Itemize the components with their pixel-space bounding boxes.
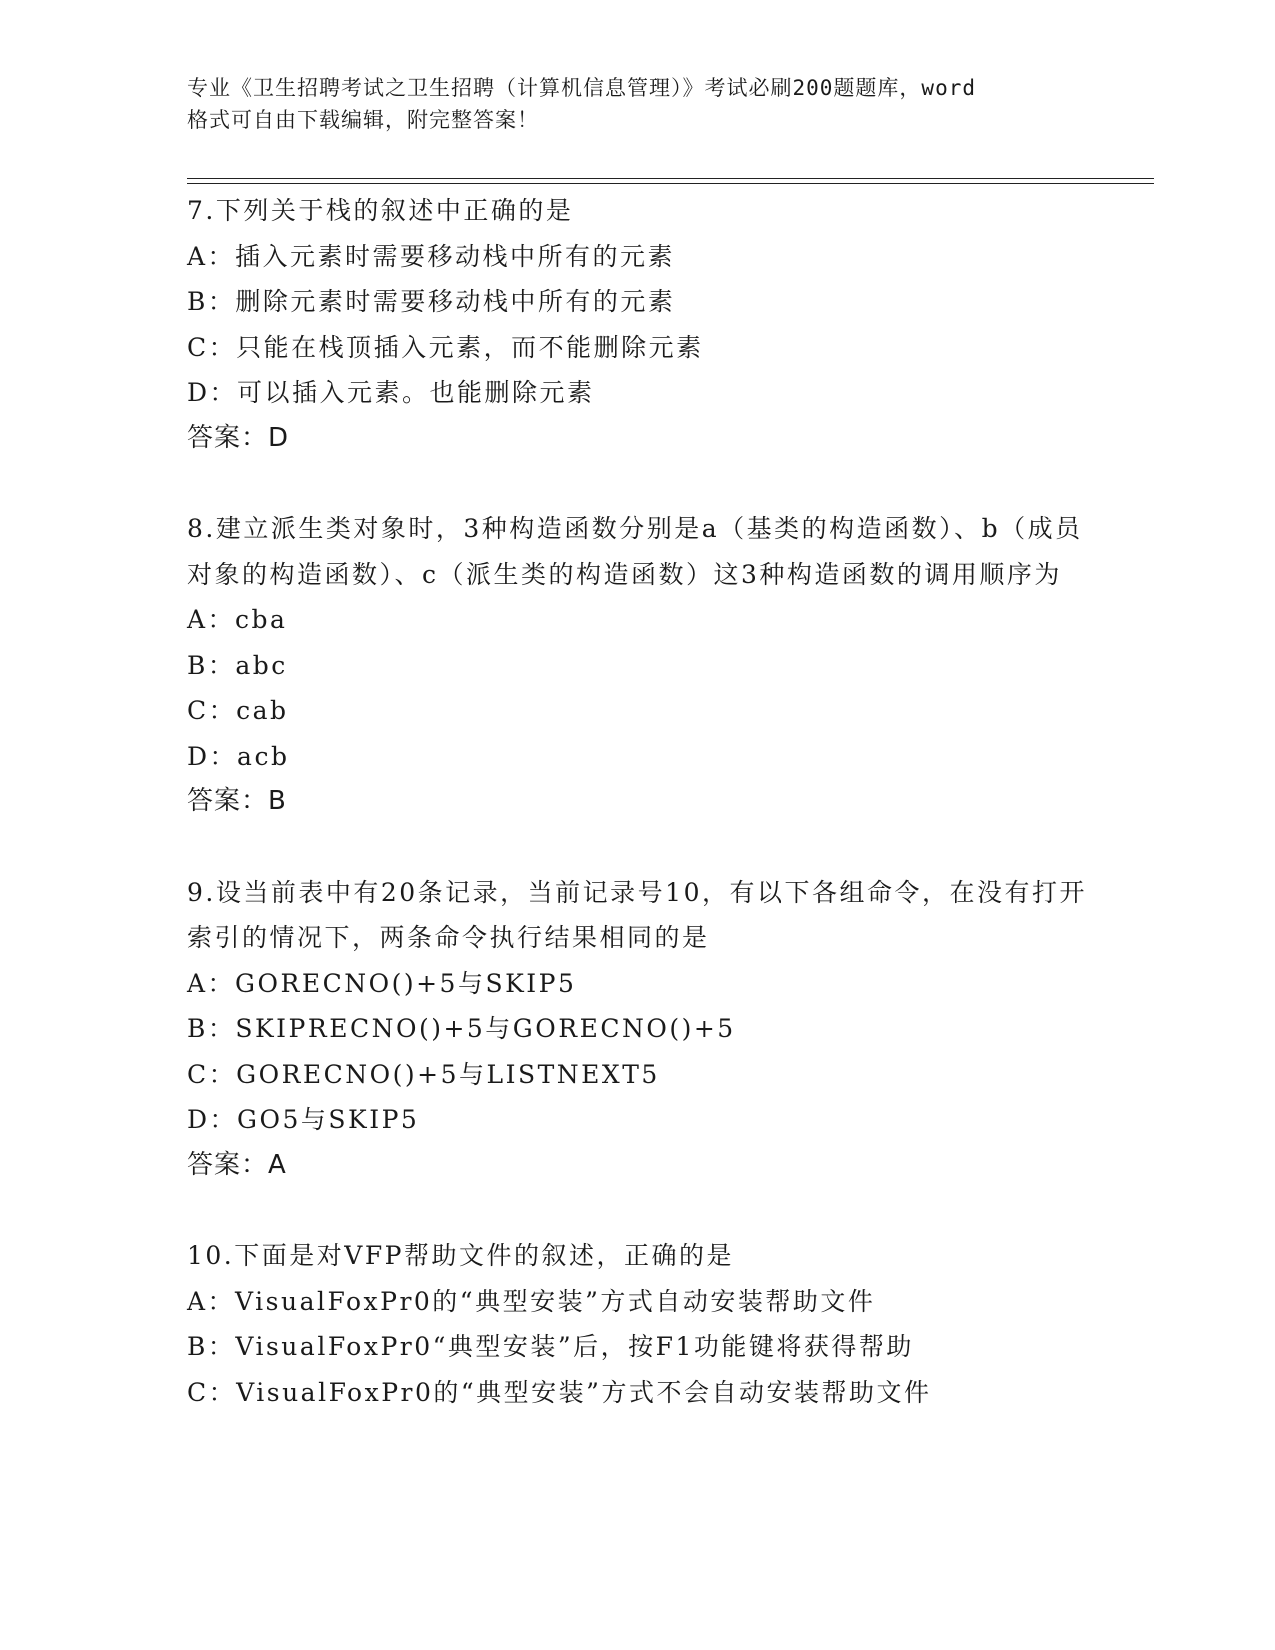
option-d: D：GO5与SKIP5 (187, 1105, 420, 1134)
question-10 (187, 1233, 1087, 1415)
option-a: A：VisualFoxPr0的“典型安装”方式自动安装帮助文件 (187, 1286, 876, 1316)
question-text: 8.建立派生类对象时，3种构造函数分别是a（基类的构造函数）、b（成员对象的构造函数）、c（派生类的构造函数）这3种构造函数的调用顺序为 (187, 514, 1083, 589)
option-d: D：acb (187, 741, 290, 771)
header-divider-bottom (187, 183, 1154, 184)
option-a: A：GORECNO()+5与SKIP5 (187, 968, 577, 998)
option-b: B：删除元素时需要移动栈中所有的元素 (187, 287, 676, 316)
answer-label: 答案：D (187, 422, 290, 453)
header-divider-top (187, 178, 1154, 179)
question-text: 9.设当前表中有20条记录，当前记录号10，有以下各组命令，在没有打开索引的情况下，两条命令执行结果相同的是 (187, 877, 1087, 952)
option-a: A：cba (187, 605, 288, 634)
option-c: C：只能在栈顶插入元素，而不能删除元素 (187, 332, 704, 362)
option-a: A：插入元素时需要移动栈中所有的元素 (187, 241, 676, 271)
option-b: B：VisualFoxPr0“典型安装”后，按F1功能键将获得帮助 (187, 1332, 914, 1361)
question-7 (187, 188, 1087, 461)
question-8 (187, 506, 1087, 825)
answer-label: 答案：A (187, 1149, 287, 1180)
option-c: C：VisualFoxPr0的“典型安装”方式不会自动安装帮助文件 (187, 1377, 932, 1407)
document-header: 专业《卫生招聘考试之卫生招聘（计算机信息管理）》考试必刷200题题库，word 格式可自由下载编辑，附完整答案！ (187, 76, 976, 132)
option-b: B：abc (187, 650, 288, 680)
option-b: B：SKIPRECNO()+5与GORECNO()+5 (187, 1014, 736, 1043)
option-c: C：GORECNO()+5与LISTNEXT5 (187, 1059, 660, 1089)
question-text: 7.下列关于栈的叙述中正确的是 (187, 196, 574, 225)
answer-label: 答案：B (187, 786, 287, 816)
option-d: D：可以插入元素。也能删除元素 (187, 378, 595, 407)
question-9 (187, 870, 1087, 1189)
option-c: C：cab (187, 696, 289, 725)
question-text: 10.下面是对VFP帮助文件的叙述，正确的是 (187, 1241, 734, 1270)
question-list (187, 188, 1087, 1415)
